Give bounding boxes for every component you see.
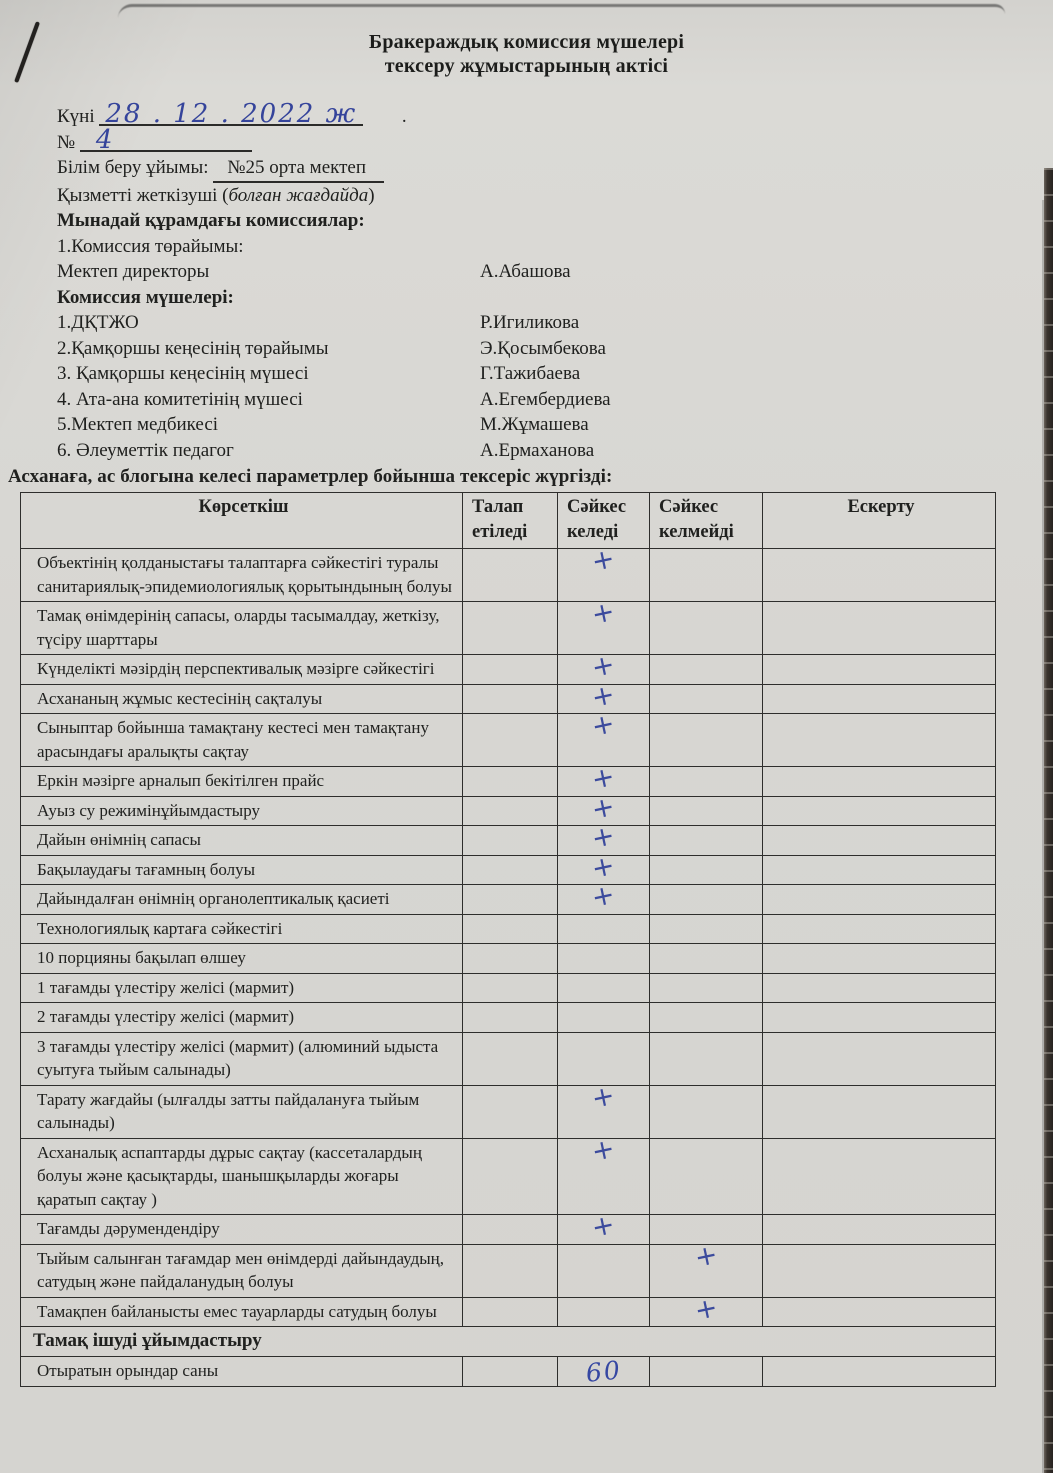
not-complies-cell xyxy=(650,1085,763,1138)
complies-cell xyxy=(558,944,650,974)
section-row xyxy=(21,1327,996,1357)
indicator-cell: Асханалық аспаптарды дұрыс сақтау (кассеталардың болуы және қасықтарды, шанышқыларды жоғары қаратып сақтау ) xyxy=(21,1138,463,1215)
handwritten-value: 60 xyxy=(584,1355,623,1388)
member-role: 1.ДҚТЖО xyxy=(57,312,139,333)
header-note: Ескерту xyxy=(763,493,996,549)
check-mark: + xyxy=(589,707,618,744)
not-complies-cell xyxy=(650,796,763,826)
required-cell xyxy=(463,1032,558,1085)
table-row xyxy=(21,1138,996,1215)
indicator-cell: Тарату жағдайы (ылғалды затты пайдалануға тыйым салынады) xyxy=(21,1085,463,1138)
table-row xyxy=(21,549,996,602)
complies-cell xyxy=(558,878,650,915)
note-cell xyxy=(763,1215,996,1245)
required-cell xyxy=(463,944,558,974)
not-complies-cell xyxy=(650,914,763,944)
date-line xyxy=(57,99,1053,130)
member-role: 2.Қамқоршы кеңесінің төрайымы xyxy=(57,337,329,359)
required-cell xyxy=(463,885,558,915)
note-cell xyxy=(763,1244,996,1297)
members-heading: Комиссия мүшелері: xyxy=(57,286,234,308)
note-cell xyxy=(763,1357,996,1387)
member-role: 4. Ата-ана комитетінің мүшесі xyxy=(57,388,303,410)
not-complies-cell xyxy=(650,944,763,974)
member-name: Р.Игиликова xyxy=(480,312,580,333)
table-header-row xyxy=(21,493,996,549)
member-row xyxy=(57,438,1053,464)
check-mark: + xyxy=(589,678,618,714)
member-row xyxy=(57,387,1053,413)
required-cell xyxy=(463,549,558,602)
indicator-cell: Технологиялық картаға сәйкестігі xyxy=(21,914,463,944)
note-cell xyxy=(763,549,996,602)
indicator-cell: 1 тағамды үлестіру желісі (мармит) xyxy=(21,973,463,1003)
indicator-cell: Дайындалған өнімнің органолептикалық қасиеті xyxy=(21,885,463,915)
table-row xyxy=(21,1085,996,1138)
complies-cell xyxy=(558,1357,650,1387)
table-row xyxy=(21,602,996,655)
title-line-2: тексеру жұмыстарының актісі xyxy=(384,55,669,77)
member-row xyxy=(57,310,1053,336)
note-cell xyxy=(763,1297,996,1327)
date-label: Күні xyxy=(57,106,95,127)
indicator-cell: Еркін мәзірге арналып бекітілген прайс xyxy=(21,767,463,797)
indicator-cell: 2 тағамды үлестіру желісі (мармит) xyxy=(21,1003,463,1033)
check-mark: + xyxy=(589,1132,618,1168)
not-complies-cell xyxy=(650,549,763,602)
indicator-cell: 10 порцияны бақылап өлшеу xyxy=(21,944,463,974)
date-dot: . xyxy=(401,106,407,127)
required-cell xyxy=(463,1244,558,1297)
complies-cell xyxy=(558,1079,650,1138)
table-row xyxy=(21,684,996,714)
complies-cell xyxy=(558,914,650,944)
not-complies-cell xyxy=(650,1238,763,1297)
required-cell xyxy=(463,1085,558,1138)
member-role: 6. Әлеуметтік педагог xyxy=(57,439,234,461)
required-cell xyxy=(463,714,558,767)
table-row xyxy=(21,655,996,685)
table-row xyxy=(21,1032,996,1085)
header-indicator: Көрсеткіш xyxy=(21,493,463,549)
complies-cell xyxy=(558,1297,650,1327)
inspection-table xyxy=(20,492,996,1387)
note-cell xyxy=(763,714,996,767)
not-complies-cell xyxy=(650,973,763,1003)
check-mark: + xyxy=(589,595,618,632)
chair-row xyxy=(57,259,1053,285)
required-cell xyxy=(463,684,558,714)
complies-cell xyxy=(558,1244,650,1297)
member-name: Э.Қосымбекова xyxy=(480,337,606,359)
provider-note: болған жағдайда xyxy=(228,184,369,206)
paper-edge-shadow xyxy=(118,4,1005,25)
table-row xyxy=(21,826,996,856)
indicator-cell: Күнделікті мәзірдің перспективалық мәзірге сәйкестігі xyxy=(21,655,463,685)
not-complies-cell xyxy=(650,684,763,714)
table-row xyxy=(21,1297,996,1327)
required-cell xyxy=(463,655,558,685)
indicator-cell: Объектінің қолданыстағы талаптарға сәйкестігі туралы санитариялық-эпидемиологиялық қорытындының болуы xyxy=(21,549,463,602)
required-cell xyxy=(463,826,558,856)
members-list xyxy=(57,310,1053,463)
check-mark: + xyxy=(589,849,618,885)
header-complies: Сәйкес келеді xyxy=(558,493,650,549)
provider-note-open: ( xyxy=(222,184,229,206)
indicator-cell: Ауыз су режимінұйымдастыру xyxy=(21,796,463,826)
indicator-cell: Бақылаудағы тағамның болуы xyxy=(21,855,463,885)
table-intro: Асханаға, ас блогына келесі параметрлер бойынша тексеріс жүргізді: xyxy=(8,466,613,487)
not-complies-cell xyxy=(650,855,763,885)
check-mark: + xyxy=(589,648,618,685)
note-cell xyxy=(763,973,996,1003)
required-cell xyxy=(463,1297,558,1327)
note-cell xyxy=(763,826,996,856)
table-row xyxy=(21,714,996,767)
required-cell xyxy=(463,1003,558,1033)
table-row xyxy=(21,885,996,915)
note-cell xyxy=(763,914,996,944)
provider-label: Қызметті жеткізуші xyxy=(57,184,218,206)
check-mark: + xyxy=(691,1291,721,1327)
note-cell xyxy=(763,767,996,797)
required-cell xyxy=(463,1138,558,1215)
chair-role: Мектеп директоры xyxy=(57,261,210,282)
note-cell xyxy=(763,1032,996,1085)
check-mark: + xyxy=(691,1238,721,1274)
table-row xyxy=(21,1003,996,1033)
organization-value: №25 орта мектеп xyxy=(213,155,384,183)
note-cell xyxy=(763,1085,996,1138)
note-cell xyxy=(763,684,996,714)
complies-cell xyxy=(558,542,650,602)
not-complies-cell xyxy=(650,714,763,767)
organization-line xyxy=(57,155,1053,183)
note-cell xyxy=(763,602,996,655)
table-row xyxy=(21,1244,996,1297)
check-mark: + xyxy=(589,1079,618,1115)
table-row xyxy=(21,1357,996,1387)
table-row xyxy=(21,914,996,944)
required-cell xyxy=(463,602,558,655)
member-name: М.Жұмашева xyxy=(480,414,589,435)
table-row xyxy=(21,796,996,826)
check-mark: + xyxy=(589,790,618,826)
note-cell xyxy=(763,885,996,915)
not-complies-cell xyxy=(650,655,763,685)
provider-note-close: ) xyxy=(368,184,375,206)
indicator-cell: Сыныптар бойынша тамақтану кестесі мен тамақтану арасындағы аралықты сақтау xyxy=(21,714,463,767)
not-complies-cell xyxy=(650,602,763,655)
commission-heading: Мынадай құрамдағы комиссиялар: xyxy=(57,210,365,231)
not-complies-cell xyxy=(650,1032,763,1085)
chair-heading: 1.Комиссия төрайымы: xyxy=(57,235,244,257)
note-cell xyxy=(763,1138,996,1215)
note-cell xyxy=(763,855,996,885)
member-name: Г.Тажибаева xyxy=(480,363,581,384)
required-cell xyxy=(463,855,558,885)
required-cell xyxy=(463,973,558,1003)
note-cell xyxy=(763,796,996,826)
member-row xyxy=(57,412,1053,438)
not-complies-cell xyxy=(650,885,763,915)
date-handwritten-value: 28 . 12 . 2022 ж xyxy=(99,104,363,126)
indicator-cell: 3 тағамды үлестіру желісі (мармит) (алюминий ыдыста суытуға тыйым салынады) xyxy=(21,1032,463,1085)
number-handwritten-value: 4 xyxy=(80,130,252,152)
check-mark: + xyxy=(589,819,618,856)
table-row xyxy=(21,855,996,885)
chair-name: А.Абашова xyxy=(480,261,571,282)
complies-cell xyxy=(558,973,650,1003)
member-row xyxy=(57,361,1053,387)
indicator-cell: Асхананың жұмыс кестесінің сақталуы xyxy=(21,684,463,714)
indicator-cell: Тыйым салынған тағамдар мен өнімдерді дайындаудың, сатудың және пайдаланудың болуы xyxy=(21,1244,463,1297)
complies-cell xyxy=(558,1032,650,1085)
check-mark: + xyxy=(589,542,618,579)
member-role: 3. Қамқоршы кеңесінің мүшесі xyxy=(57,363,309,384)
not-complies-cell xyxy=(650,1357,763,1387)
indicator-cell: Тағамды дәрумендендіру xyxy=(21,1215,463,1245)
organization-label: Білім беру ұйымы: xyxy=(57,157,209,178)
provider-line xyxy=(57,183,1053,209)
member-name: А.Ермаханова xyxy=(480,439,595,461)
scan-background-strip xyxy=(1044,168,1053,1473)
check-mark: + xyxy=(589,1208,618,1245)
inspection-table-body xyxy=(21,542,996,1388)
header-required: Талап етіледі xyxy=(463,493,558,549)
complies-cell xyxy=(558,595,650,655)
not-complies-cell xyxy=(650,1003,763,1033)
required-cell xyxy=(463,1357,558,1387)
complies-cell xyxy=(558,1003,650,1033)
header-not-complies: Сәйкес келмейді xyxy=(650,493,763,549)
indicator-cell: Тамақпен байланысты емес тауарларды сатудың болуы xyxy=(21,1297,463,1327)
table-row xyxy=(21,944,996,974)
form-fields xyxy=(0,78,1053,463)
not-complies-cell xyxy=(650,1291,763,1327)
check-mark: + xyxy=(589,878,618,915)
member-name: А.Егембердиева xyxy=(480,388,611,410)
title-line-1: Бракераждық комиссия мүшелері xyxy=(368,31,685,53)
number-line xyxy=(57,124,1053,156)
complies-cell xyxy=(558,707,650,767)
note-cell xyxy=(763,944,996,974)
required-cell xyxy=(463,914,558,944)
section-title: Тамақ ішуді ұйымдастыру xyxy=(21,1327,996,1357)
member-row xyxy=(57,336,1053,362)
complies-cell xyxy=(558,1132,650,1215)
note-cell xyxy=(763,1003,996,1033)
not-complies-cell xyxy=(650,767,763,797)
complies-cell xyxy=(558,1208,650,1245)
table-row xyxy=(21,767,996,797)
member-role: 5.Мектеп медбикесі xyxy=(57,414,219,435)
number-label: № xyxy=(57,131,76,153)
required-cell xyxy=(463,1215,558,1245)
required-cell xyxy=(463,796,558,826)
indicator-cell: Тамақ өнімдерінің сапасы, оларды тасымалдау, жеткізу, түсіру шарттары xyxy=(21,602,463,655)
not-complies-cell xyxy=(650,1138,763,1215)
required-cell xyxy=(463,767,558,797)
not-complies-cell xyxy=(650,826,763,856)
table-row xyxy=(21,973,996,1003)
check-mark: + xyxy=(589,760,618,797)
indicator-cell: Дайын өнімнің сапасы xyxy=(21,826,463,856)
table-row xyxy=(21,1215,996,1245)
indicator-cell: Отыратын орындар саны xyxy=(21,1357,463,1387)
note-cell xyxy=(763,655,996,685)
